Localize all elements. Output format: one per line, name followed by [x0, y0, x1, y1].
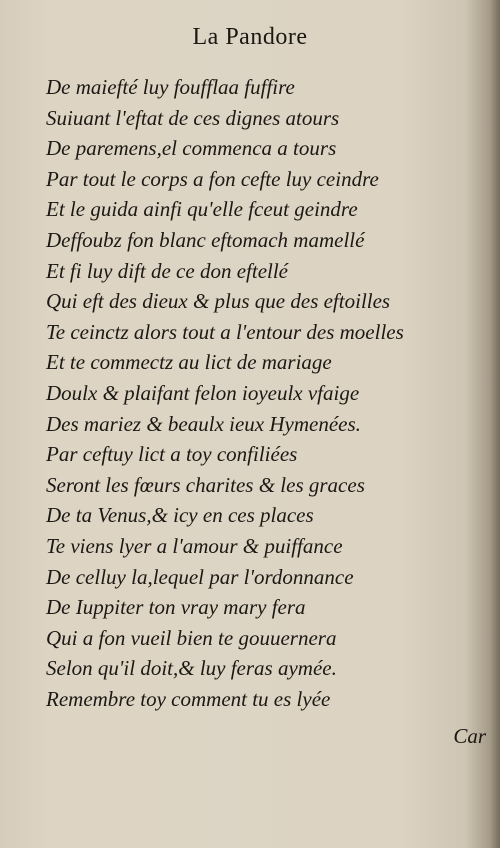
verse-line: Et fi luy dift de ce don eftellé — [46, 258, 289, 283]
verse-line: Doulx & plaifant felon ioyeulx vfaige — [46, 380, 360, 405]
running-head: La Pandore — [192, 24, 308, 50]
verse-line: Qui a fon vueil bien te gouuernera — [46, 625, 337, 650]
verse-line: Par ceftuy lict a toy confiliées — [46, 442, 298, 467]
verse-line: Te ceinctz alors tout a l'entour des moelles — [46, 319, 404, 344]
verse-line: Seront les fœurs charites & les graces — [46, 472, 365, 497]
verse-line: Par tout le corps a fon cefte luy ceindre — [46, 166, 379, 191]
verse-block — [46, 72, 486, 714]
verse-line: Te viens lyer a l'amour & puiffance — [46, 533, 343, 558]
verse-line: Qui eft des dieux & plus que des eftoilles — [46, 289, 391, 314]
page-edge-shadow — [490, 0, 500, 848]
verse-line: Et le guida ainfi qu'elle fceut geindre — [46, 197, 358, 222]
verse-line: Et te commectz au lict de mariage — [46, 350, 332, 375]
verse-line: Des mariez & beaulx ieux Hymenées. — [46, 411, 361, 436]
verse-line: De ta Venus,& icy en ces places — [46, 503, 314, 528]
verse-line: De celluy la,lequel par l'ordonnance — [46, 564, 354, 589]
verse-line: Selon qu'il doit,& luy feras aymée. — [46, 656, 337, 681]
verse-line: Remembre toy comment tu es lyée — [46, 686, 331, 711]
verse-line: De Iuppiter ton vray mary fera — [46, 595, 306, 620]
verse-line: Suiuant l'eftat de ces dignes atours — [46, 105, 340, 130]
verse-line: Deffoubz fon blanc eftomach mamellé — [46, 227, 365, 252]
verse-line: De paremens,el commenca a tours — [46, 136, 337, 161]
verse-line: De maiefté luy foufflaa fuffire — [46, 75, 295, 99]
catchword: Car — [453, 724, 486, 748]
